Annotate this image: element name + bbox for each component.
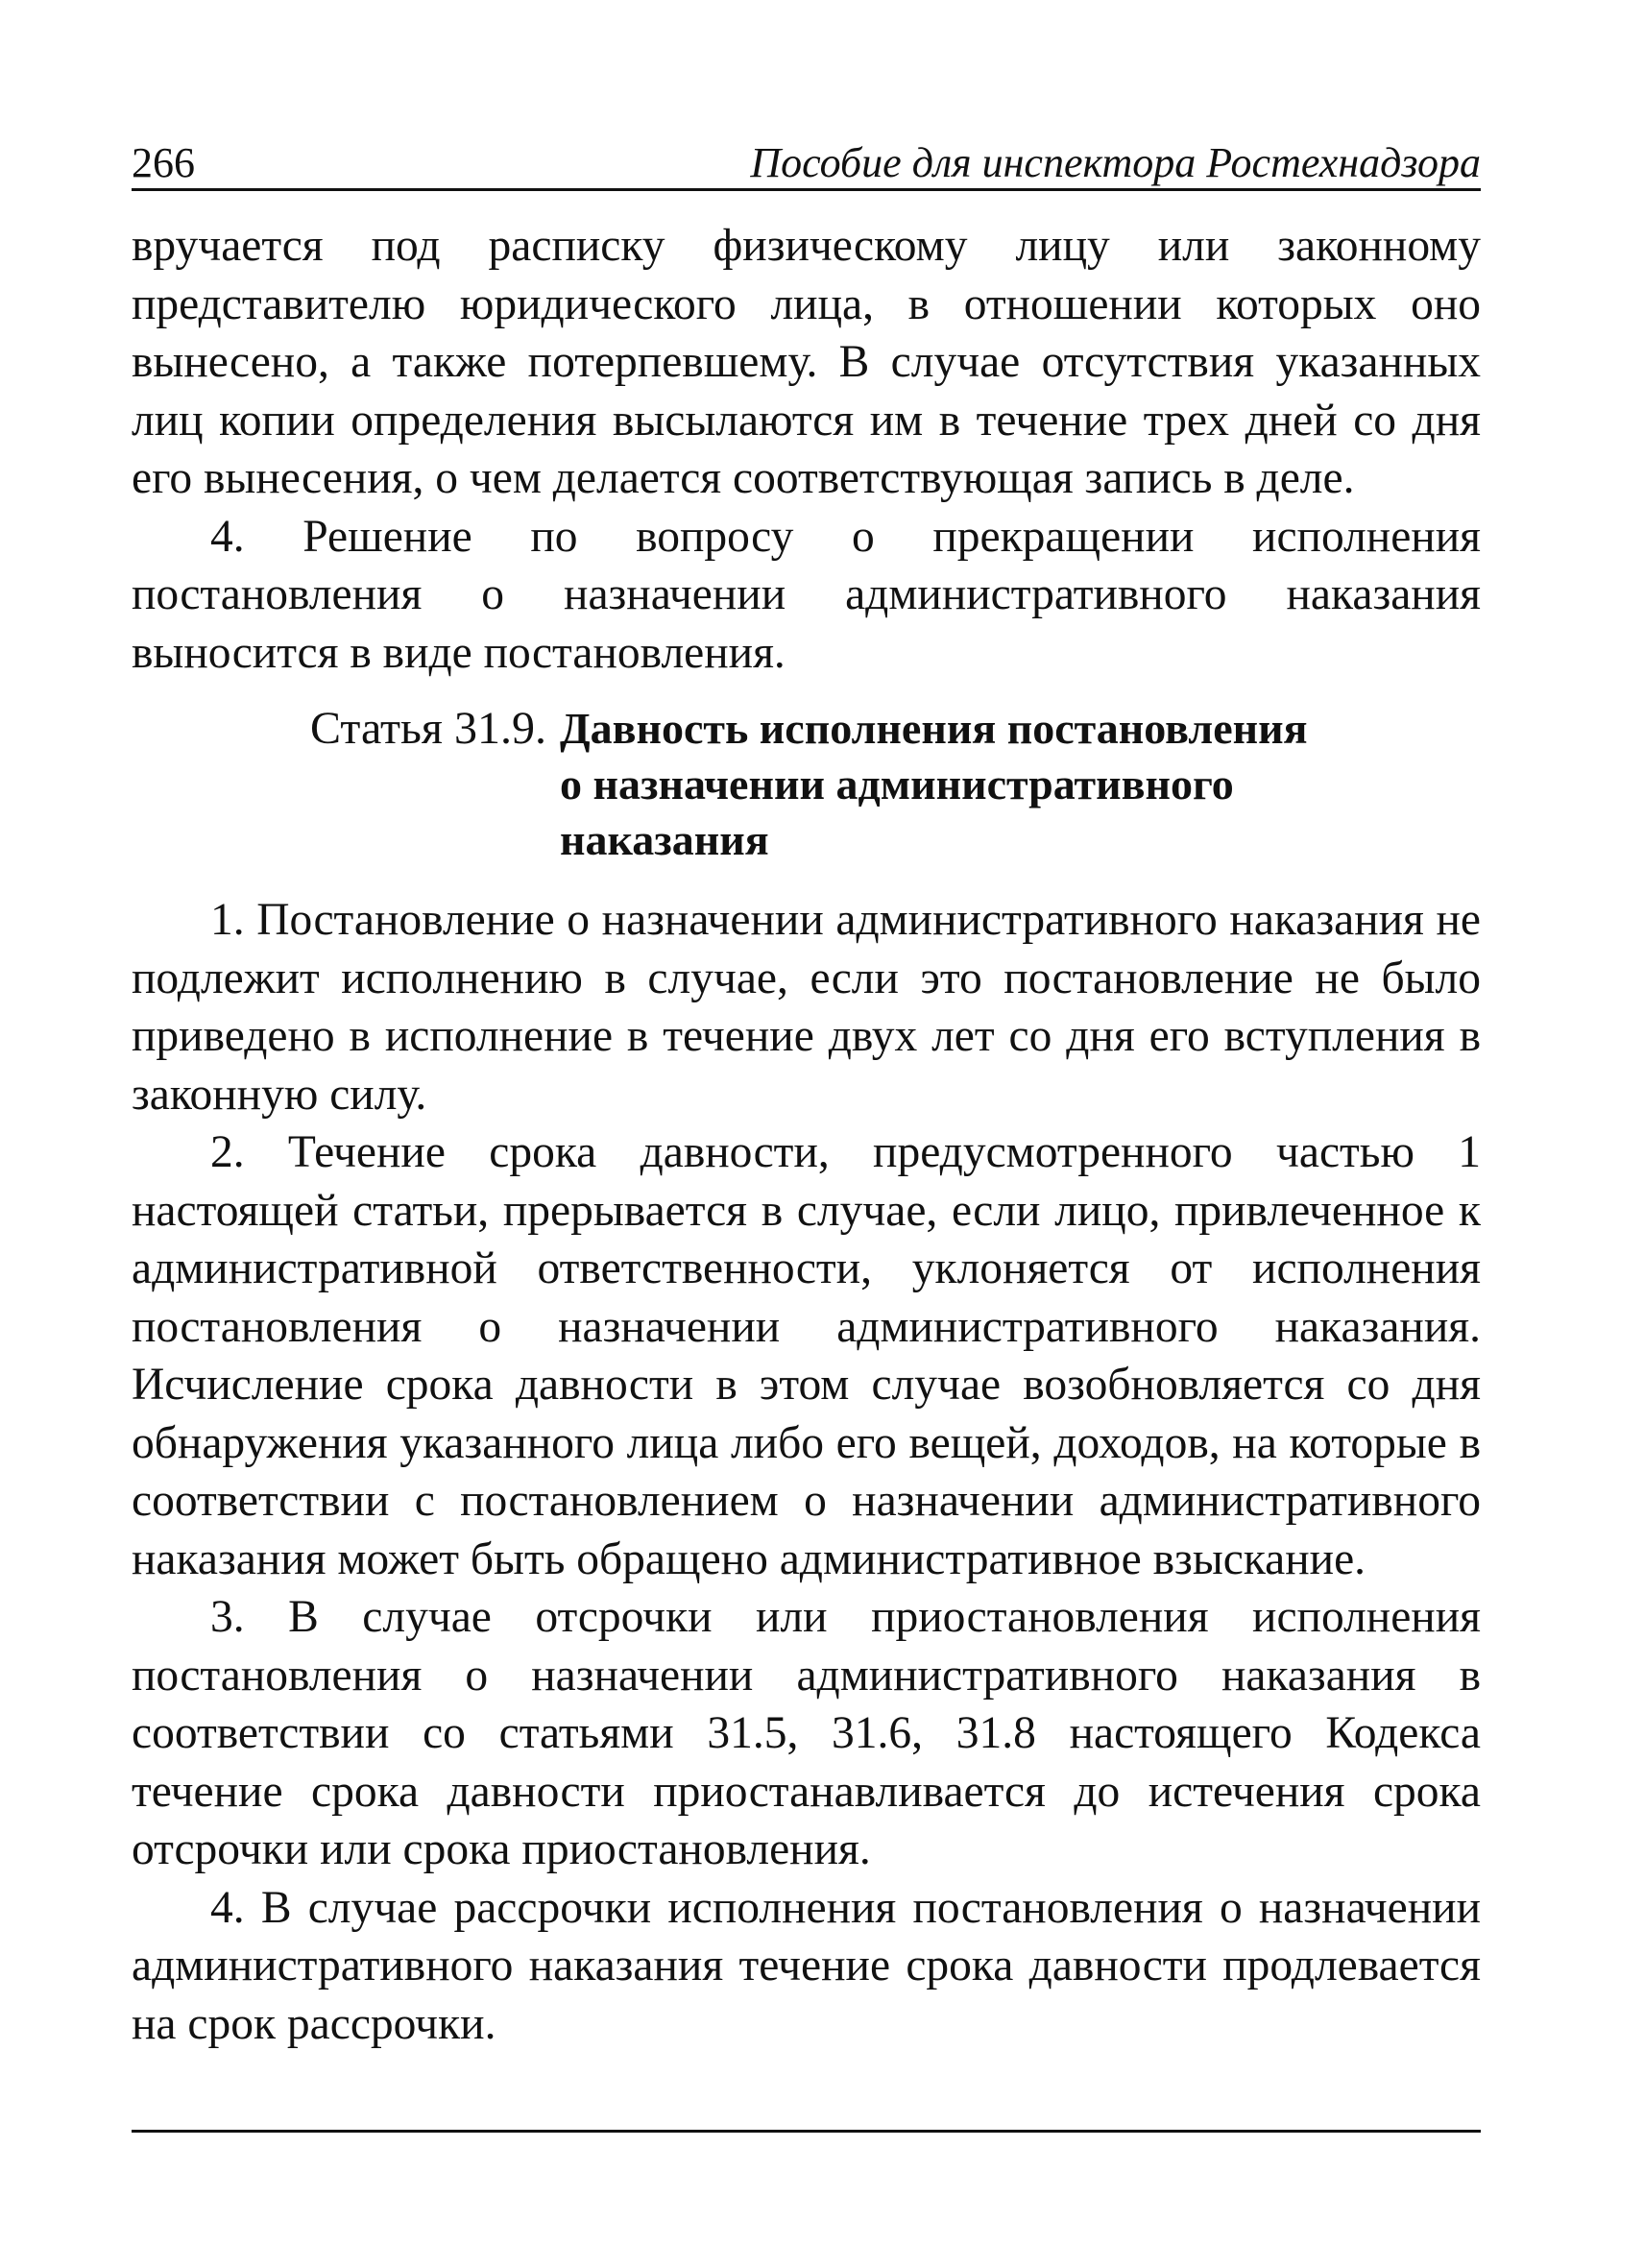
continued-paragraph: вручается под расписку физическому лицу или законному представителю юридического лица, в отношении которых оно вынесено, а также потерпевшему. В случае отсутствия указанных лиц копии определения высылаются им в течение трех дней со дня его вынесения, о чем делается соответствующая запись в деле. [132, 221, 1481, 503]
page-number: 266 [132, 139, 195, 186]
article-title: Давность исполнения постановления о назначении административного наказания [559, 704, 1308, 864]
article-paragraph-3: 3. В случае отсрочки или приостановления исполнения постановления о назначении административного наказания в соответствии со статьями 31.5, 31.6, 31.8 настоящего Кодекса течение срока давности приостанавливается до истечения срока отсрочки или срока приостановления. [132, 1592, 1481, 1874]
article-paragraph-1: 1. Постановление о назначении административного наказания не подлежит исполнению в случае, если это постановление не было приведено в исполнение в течение двух лет со дня его вступления в законную силу. [132, 895, 1481, 1120]
article-number: Статья 31.9. [310, 703, 546, 754]
page-header [132, 134, 1481, 191]
page-body [132, 217, 1481, 2053]
paragraph-item-4: 4. Решение по вопросу о прекращении исполнения постановления о назначении административного наказания выносится в виде постановления. [132, 511, 1481, 678]
article-paragraph-2: 2. Течение срока давности, предусмотренного частью 1 настоящей статьи, прерывается в случае, если лицо, привлеченное к административной ответственности, уклоняется от исполнения постановления о назначении административного наказания. Исчисление срока давности в этом случае возобновляется со дня обнаружения указанного лица либо его вещей, доходов, на которые в соответствии с постановлением о назначении административного наказания может быть обращено административное взыскание. [132, 1127, 1481, 1584]
running-title: Пособие для инспектора Ростехнадзора [750, 139, 1481, 186]
article-heading [132, 701, 1481, 868]
article-paragraph-4: 4. В случае рассрочки исполнения постановления о назначении административного наказания течение срока давности продлевается на срок рассрочки. [132, 1882, 1481, 2049]
footer-rule [132, 2130, 1481, 2133]
